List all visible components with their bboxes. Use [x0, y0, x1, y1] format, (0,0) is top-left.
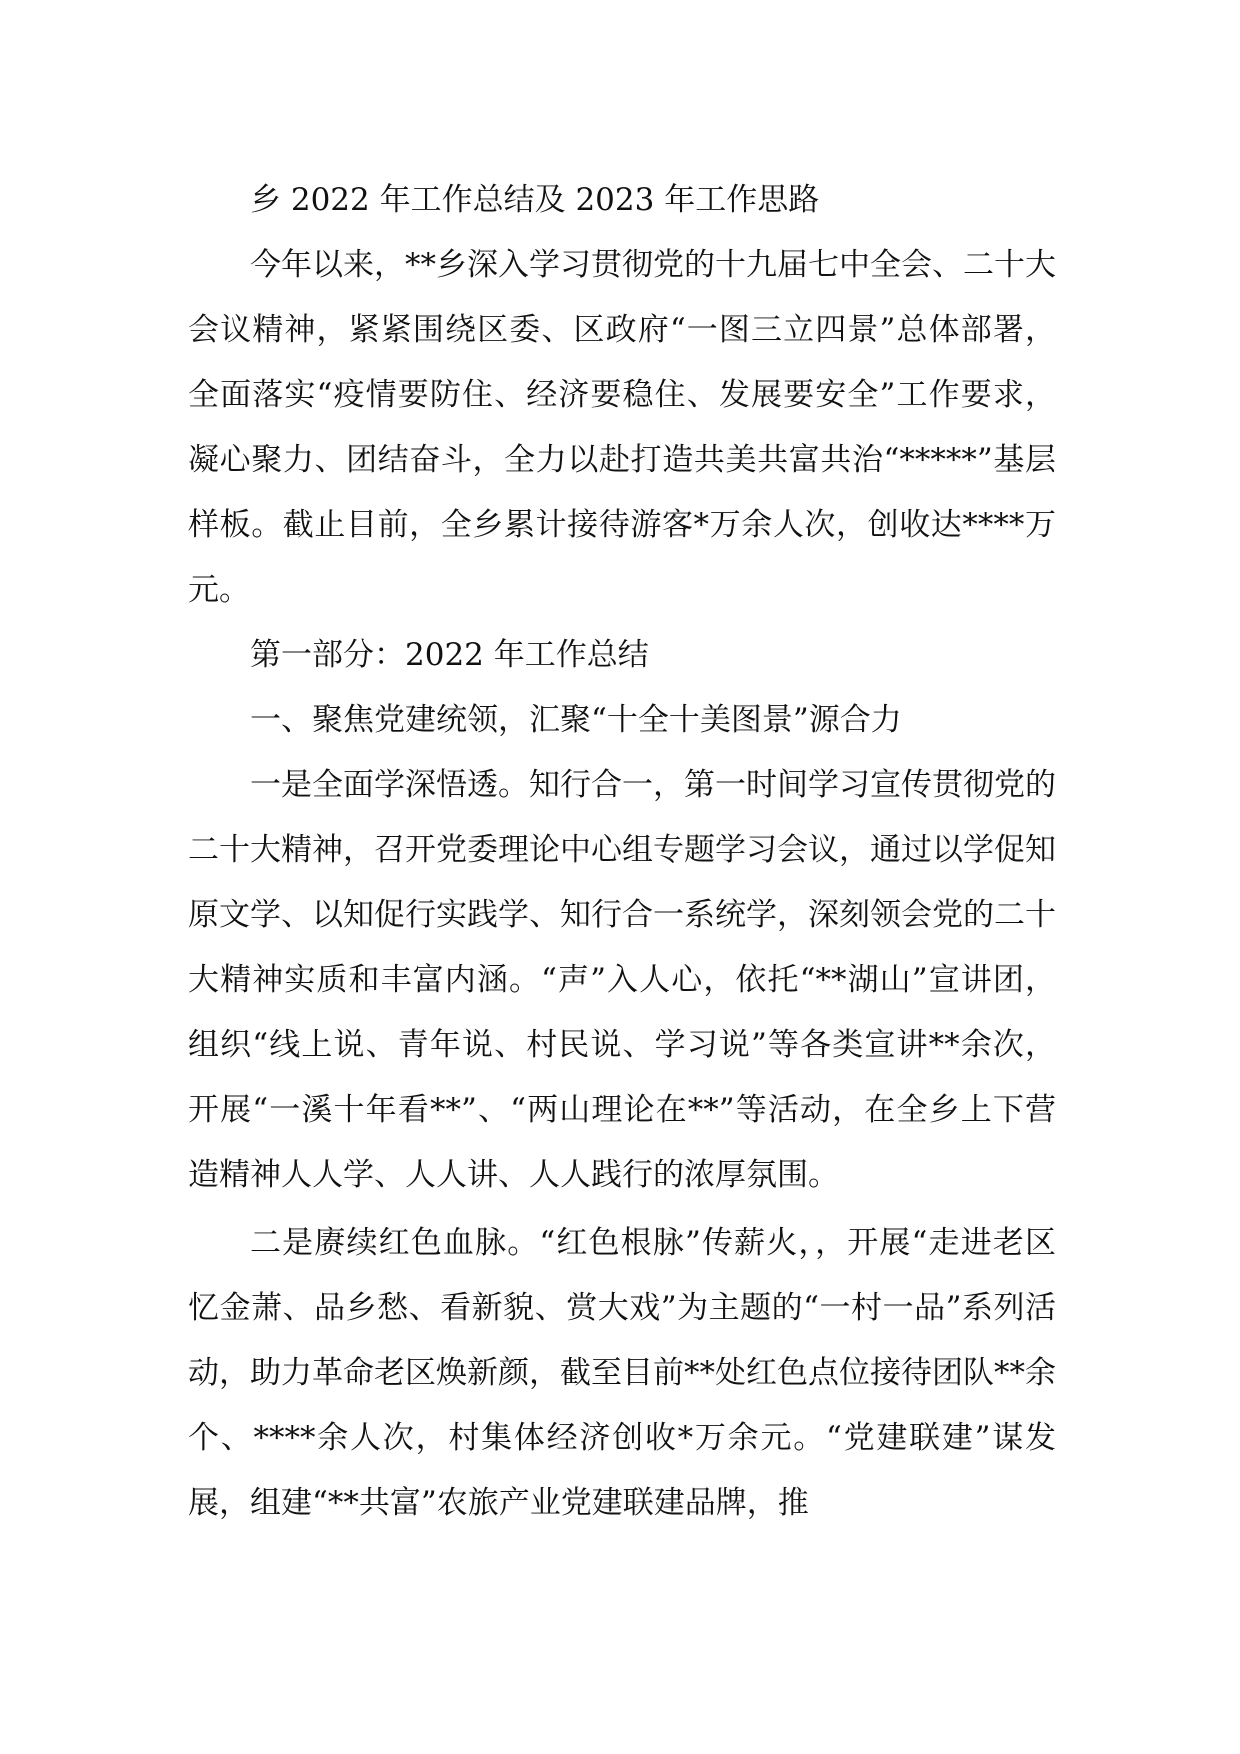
body-paragraph: 一是全面学深悟透。知行合一，第一时间学习宣传贯彻党的二十大精神，召开党委理论中心组专题学习会议，通过以学促知原文学、以知促行实践学、知行合一系统学，深刻领会党的二十大精神实质和丰富内涵。“声”入人心，依托“**湖山”宣讲团，组织“线上说、青年说、村民说、学习说”等各类宣讲**余次，开展“一溪十年看**”、“两山理论在**”等活动，在全乡上下营造精神人人学、人人讲、人人践行的浓厚氛围。 [188, 767, 1056, 1193]
section-heading: 一、聚焦党建统领，汇聚“十全十美图景”源合力 [250, 702, 902, 738]
intro-paragraph: 今年以来，**乡深入学习贯彻党的十九届七中全会、二十大会议精神，紧紧围绕区委、区政府“一图三立四景”总体部署，全面落实“疫情要防住、经济要稳住、发展要安全”工作要求，凝心聚力、团结奋斗，全力以赴打造共美共富共治“*****”基层样板。截止目前，全乡累计接待游客*万余人次，创收达****万元。 [188, 247, 1056, 608]
part-heading: 第一部分：2022 年工作总结 [250, 637, 649, 673]
document-page [188, 168, 1056, 1536]
body-paragraph: 二是赓续红色血脉。“红色根脉”传薪火，，开展“走进老区忆金萧、品乡愁、看新貌、赏大戏”为主题的“一村一品”系列活动，助力革命老区焕新颜，截至目前**处红色点位接待团队**余个、****余人次，村集体经济创收*万余元。“党建联建”谋发展，组建“**共富”农旅产业党建联建品牌，推 [188, 1225, 1056, 1521]
document-title: 乡 2022 年工作总结及 2023 年工作思路 [250, 182, 820, 218]
